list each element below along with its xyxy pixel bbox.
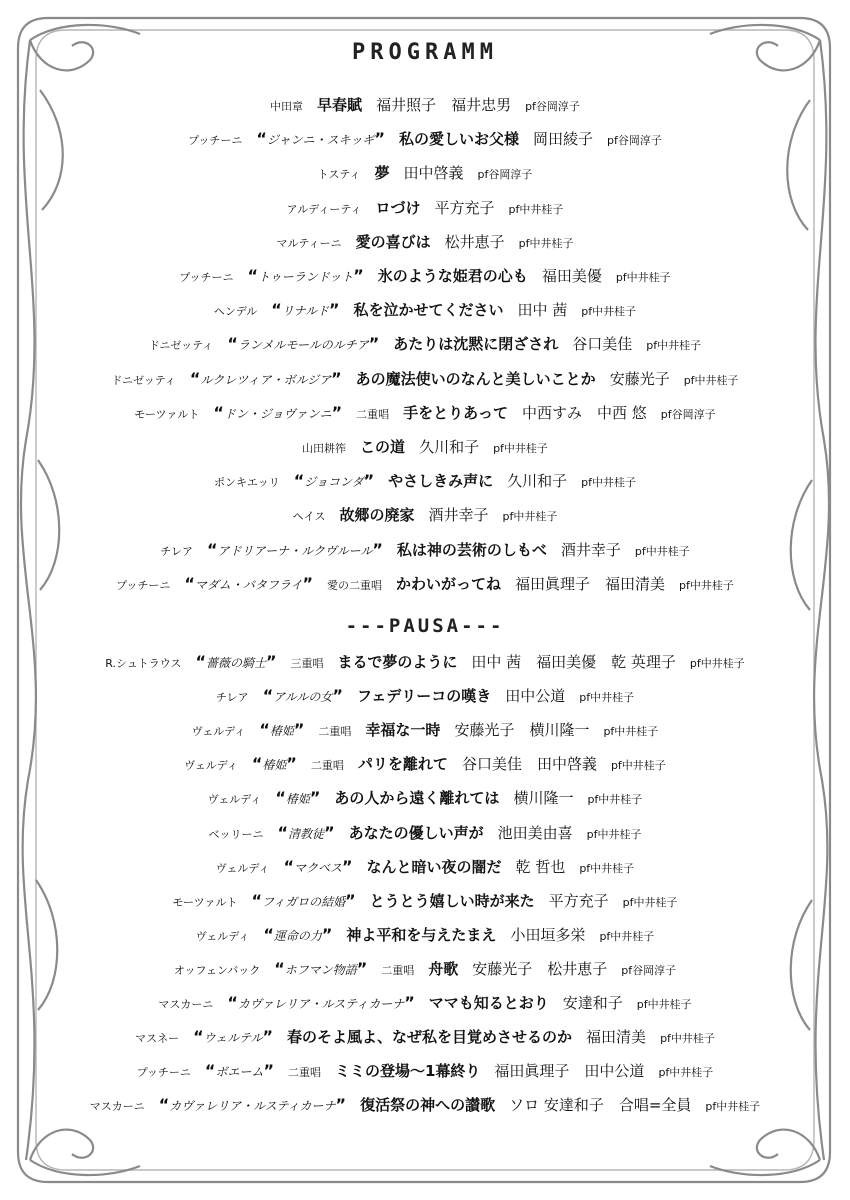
performers: 安藤光子 (609, 369, 670, 388)
performers: ソロ 安達和子 合唱=全員 (509, 1096, 692, 1115)
performers: 中西すみ 中西 悠 (521, 403, 647, 422)
performers: 平方充子 (434, 198, 495, 217)
ensemble-type: 二重唱 (318, 725, 352, 739)
open-quote-mark: “ (293, 471, 305, 491)
open-quote-mark: “ (251, 890, 263, 910)
open-quote-mark: “ (247, 266, 259, 285)
close-quote-mark: ” (342, 856, 353, 876)
open-quote-mark: “ (204, 1061, 216, 1081)
composer-name: ポンキエッリ (214, 476, 280, 490)
performers: 酒井幸子 (428, 506, 489, 525)
composer-name: ヴェルディ (184, 759, 238, 773)
song-title: あなたの優しい声が (348, 823, 484, 842)
program-row (40, 197, 810, 218)
song-title: 手をとりあって (403, 403, 508, 422)
program-row (40, 539, 810, 560)
opera-title (271, 300, 339, 319)
opera-title (263, 686, 343, 705)
close-quote-mark: ” (331, 402, 343, 422)
close-quote-mark: ” (353, 266, 364, 285)
pianist: pf谷岡淳子 (477, 168, 533, 182)
composer-name: ヴェルディ (191, 725, 246, 739)
program-row (40, 128, 810, 149)
program-row (40, 685, 810, 706)
opera-title-text: ウェルテル (203, 1031, 263, 1046)
open-quote-mark: “ (251, 754, 263, 774)
performers: 谷口美佳 田中啓義 (461, 755, 597, 774)
composer-name: ヘイス (292, 510, 326, 524)
open-quote-mark: “ (213, 402, 224, 422)
ensemble-type: 二重唱 (287, 1066, 321, 1080)
close-quote-mark: ” (324, 822, 335, 842)
song-title: やさしきみ声に (388, 472, 494, 491)
performers: 酒井幸子 (560, 540, 621, 559)
song-title: 春のそよ風よ、なぜ私を目覚めさせるのか (287, 1028, 573, 1047)
close-quote-mark: ” (374, 129, 385, 149)
pianist: pf中井桂子 (636, 998, 692, 1011)
performers: 田中 茜 福田美優 乾 英理子 (471, 653, 676, 671)
opera-title-text: 椿姫 (269, 724, 294, 739)
open-quote-mark: “ (207, 539, 218, 559)
program-row (40, 368, 810, 389)
close-quote-mark: ” (321, 924, 333, 944)
open-quote-mark: “ (271, 300, 282, 320)
open-quote-mark: “ (189, 368, 201, 388)
open-quote-mark: “ (275, 788, 286, 808)
opera-title-text: 清教徒 (288, 826, 325, 841)
opera-title (256, 129, 385, 148)
opera-title-text: ランメルモールのルチア (237, 338, 369, 353)
composer-name: モーツァルト (134, 407, 200, 421)
song-title: あの魔法使いのなんと美しいことか (355, 369, 596, 388)
program-row (40, 1094, 810, 1115)
open-quote-mark: “ (277, 822, 289, 842)
pianist: pf中井桂子 (622, 895, 678, 909)
program-row (40, 470, 810, 491)
song-title: 舟歌 (428, 959, 459, 978)
opera-title-text: マダム・バタフライ (194, 577, 303, 592)
pianist: pf中井桂子 (579, 691, 635, 705)
composer-name: 中田章 (270, 100, 304, 113)
opera-title (252, 891, 356, 910)
program-row (40, 573, 810, 594)
composer-name: モーツァルト (172, 895, 238, 909)
open-quote-mark: “ (195, 652, 206, 671)
opera-title (227, 334, 379, 353)
opera-title-text: ボエーム (215, 1065, 264, 1080)
pianist: pf中井桂子 (689, 657, 745, 670)
open-quote-mark: “ (158, 1095, 170, 1115)
song-title: 復活祭の神への讃歌 (360, 1096, 496, 1115)
opera-title (190, 369, 342, 388)
composer-name: ドニゼッティ (111, 373, 176, 387)
performers: 福田眞理子 福田清美 (515, 574, 666, 593)
program-row (40, 924, 810, 945)
ensemble-type: 二重唱 (356, 407, 390, 421)
program-row (40, 1060, 810, 1081)
performers: 福井照子 福井忠男 (376, 96, 512, 114)
pianist: pf中井桂子 (581, 476, 636, 490)
open-quote-mark: “ (274, 958, 285, 978)
opera-title-text: ルクレツィア・ボルジア (200, 372, 332, 387)
performers: 乾 哲也 (515, 857, 566, 876)
opera-title (193, 1027, 273, 1046)
song-title: まるで夢のように (337, 653, 458, 671)
song-title: パリを離れて (357, 755, 448, 774)
program-row (40, 231, 810, 252)
opera-title (213, 403, 342, 422)
composer-name: マスカーニ (89, 1100, 145, 1114)
opera-title (184, 574, 313, 593)
program-row (40, 856, 810, 877)
performers: 安藤光子 横川隆一 (454, 721, 590, 740)
close-quote-mark: ” (262, 1027, 274, 1047)
song-title: あたりは沈黙に閉ざされ (393, 335, 559, 354)
close-quote-mark: ” (265, 652, 277, 671)
close-quote-mark: ” (309, 788, 321, 808)
song-title: 早春賦 (317, 96, 363, 114)
performers: 池田美由喜 (497, 823, 573, 842)
pianist: pf谷岡淳子 (606, 134, 662, 148)
opera-title-text: リナルド (281, 304, 329, 319)
performers: 福田美優 (541, 267, 602, 285)
pianist: pf中井桂子 (502, 510, 558, 524)
composer-name: ベッリーニ (208, 827, 264, 841)
composer-name: ドニゼッティ (148, 339, 214, 353)
pianist: pf谷岡淳子 (621, 963, 677, 977)
close-quote-mark: ” (328, 300, 340, 320)
opera-title-text: 椿姫 (262, 758, 287, 773)
composer-name: 山田耕筰 (302, 442, 347, 455)
opera-title (207, 540, 383, 559)
song-title: 故郷の廃家 (339, 506, 415, 525)
composer-name: ヴェルディ (215, 861, 270, 875)
opera-title-text: ジャンニ・スキッギ (266, 133, 375, 148)
song-title: ミミの登場～1幕終り (334, 1062, 481, 1081)
composer-name: チレア (215, 691, 249, 705)
program-row (40, 753, 810, 774)
pianist: pf中井桂子 (493, 442, 548, 455)
program-row (40, 1026, 810, 1047)
ensemble-type: 二重唱 (381, 963, 415, 977)
song-title: フェデリーコの嘆き (356, 687, 492, 706)
composer-name: アルディーティ (286, 202, 362, 216)
pianist: pf中井桂子 (658, 1066, 714, 1080)
composer-name: マスカーニ (158, 998, 214, 1011)
close-quote-mark: ” (286, 754, 297, 774)
pianist: pf中井桂子 (610, 759, 666, 773)
close-quote-mark: ” (372, 539, 383, 559)
program-row (40, 958, 810, 979)
pianist: pf中井桂子 (634, 544, 690, 558)
opera-title-text: カヴァレリア・ルスティカーナ (237, 997, 405, 1011)
opera-title (294, 471, 374, 490)
opera-title-text: ドン・ジョヴァンニ (223, 406, 332, 421)
open-quote-mark: “ (262, 686, 274, 706)
program-row (40, 890, 810, 911)
close-quote-mark: ” (363, 471, 375, 491)
program-row (40, 299, 810, 320)
composer-name: トスティ (317, 168, 361, 182)
opera-title (275, 788, 320, 807)
composer-name: プッチーニ (116, 578, 171, 592)
pianist: pf中井桂子 (587, 793, 643, 807)
open-quote-mark: “ (263, 924, 274, 944)
open-quote-mark: “ (193, 1027, 204, 1047)
close-quote-mark: ” (335, 1095, 347, 1115)
program-row (40, 265, 810, 286)
opera-title-text: マクベス (294, 860, 343, 875)
pianist: pf中井桂子 (705, 1100, 761, 1114)
composer-name: プッチーニ (188, 134, 243, 148)
performers: 久川和子 (419, 438, 480, 456)
opera-title (278, 823, 335, 842)
pianist: pf中井桂子 (579, 861, 635, 875)
close-quote-mark: ” (302, 573, 314, 593)
pianist: pf中井桂子 (603, 725, 659, 739)
pianist: pf中井桂子 (586, 827, 642, 841)
song-title: 私の愛しいお父様 (398, 130, 519, 149)
song-title: この道 (360, 438, 406, 456)
pianist: pf中井桂子 (581, 305, 637, 319)
program-row (40, 719, 810, 740)
pianist: pf中井桂子 (599, 929, 655, 943)
opera-title (263, 925, 332, 944)
pianist: pf中井桂子 (646, 339, 702, 353)
song-title: 神よ平和を与えたまえ (346, 925, 497, 944)
song-title: 夢 (374, 164, 390, 183)
opera-title-text: カヴァレリア・ルスティカーナ (169, 1099, 336, 1114)
composer-name: マスネー (135, 1032, 180, 1046)
opera-title (283, 857, 352, 876)
song-title: 愛の喜びは (355, 232, 431, 251)
opera-title (248, 266, 364, 285)
composer-name: R.シュトラウス (105, 657, 182, 670)
close-quote-mark: ” (356, 958, 368, 978)
program-row (40, 94, 810, 115)
song-title: かわいがってね (396, 574, 502, 593)
pianist: pf中井桂子 (508, 202, 564, 216)
open-quote-mark: “ (227, 334, 238, 354)
opera-title (195, 652, 276, 671)
opera-title-text: アルルの女 (273, 690, 333, 705)
pianist: pf中井桂子 (518, 236, 574, 250)
performers: 安藤光子 松井恵子 (472, 959, 608, 978)
opera-title-text: トゥーランドット (258, 270, 354, 284)
program-row (40, 787, 810, 808)
composer-name: ヴェルディ (195, 929, 250, 943)
intermission-heading: ---PAUSA--- (345, 615, 505, 637)
opera-title-text: フィガロの結婚 (262, 894, 346, 909)
opera-title (274, 959, 367, 978)
opera-title (205, 1061, 274, 1080)
close-quote-mark: ” (368, 334, 380, 354)
song-title: ロづけ (375, 198, 421, 217)
pianist: pf谷岡淳子 (525, 100, 580, 113)
open-quote-mark: “ (227, 993, 238, 1012)
opera-title (259, 720, 304, 739)
performers: 岡田綾子 (532, 130, 593, 149)
song-title: 幸福な一時 (365, 721, 441, 740)
close-quote-mark: ” (293, 720, 305, 740)
program-row (40, 402, 810, 423)
pianist: pf中井桂子 (679, 578, 734, 592)
performers: 久川和子 (507, 472, 568, 491)
opera-title-text: 薔薇の騎士 (205, 656, 266, 670)
composer-name: プッチーニ (179, 271, 234, 284)
composer-name: ヘンデル (213, 305, 258, 319)
opera-title-text: ホフマン物語 (284, 962, 357, 977)
opera-title (227, 993, 414, 1012)
program-row (40, 333, 810, 354)
performers: 小田垣多栄 (510, 925, 586, 944)
close-quote-mark: ” (263, 1061, 274, 1081)
performers: 松井恵子 (444, 232, 505, 251)
opera-title-text: ジョコンダ (304, 475, 364, 490)
song-title: とうとう嬉しい時が来た (369, 891, 535, 910)
performers: 横川隆一 (513, 789, 574, 808)
opera-title-text: 椿姫 (285, 792, 310, 807)
pianist: pf中井桂子 (660, 1032, 715, 1046)
composer-name: ヴェルディ (207, 793, 262, 807)
ensemble-type: 三重唱 (290, 657, 324, 670)
opera-title (159, 1095, 346, 1114)
open-quote-mark: “ (283, 856, 294, 876)
open-quote-mark: “ (184, 573, 195, 593)
performers: 田中啓義 (403, 164, 464, 183)
close-quote-mark: ” (345, 890, 356, 910)
performers: 福田眞理子 田中公道 (494, 1062, 645, 1081)
ensemble-type: 二重唱 (310, 759, 344, 773)
composer-name: チレア (160, 544, 194, 558)
pianist: pf谷岡淳子 (660, 407, 716, 421)
song-title: 私を泣かせてください (353, 301, 504, 320)
close-quote-mark: ” (404, 993, 415, 1012)
song-title: なんと暗い夜の闇だ (366, 857, 502, 876)
song-title: 氷のような姫君の心も (377, 267, 528, 285)
performers: 福田清美 (586, 1028, 647, 1047)
song-title: 私は神の芸術のしもべ (396, 540, 547, 559)
performers: 安達和子 (562, 994, 623, 1012)
pianist: pf中井桂子 (615, 271, 671, 284)
song-title: ママも知るとおり (428, 994, 549, 1012)
performers: 平方充子 (548, 891, 609, 910)
opera-title-text: 運命の力 (273, 928, 322, 943)
pianist: pf中井桂子 (683, 373, 739, 387)
composer-name: オッフェンバック (173, 963, 261, 977)
page-title: PROGRAMM (352, 40, 498, 65)
close-quote-mark: ” (332, 686, 343, 706)
composer-name: マルティーニ (276, 236, 342, 250)
open-quote-mark: “ (256, 129, 267, 149)
program-row (40, 162, 810, 183)
performers: 谷口美佳 (572, 335, 633, 354)
opera-title-text: アドリアーナ・ルクヴルール (217, 543, 373, 558)
open-quote-mark: “ (259, 720, 270, 740)
program-row (40, 504, 810, 525)
program-row (40, 822, 810, 843)
song-title: あの人から遠く離れては (334, 789, 500, 808)
close-quote-mark: ” (331, 368, 342, 388)
program-row (40, 651, 810, 672)
performers: 田中 茜 (517, 301, 568, 320)
composer-name: プッチーニ (136, 1066, 191, 1080)
program-row (40, 436, 810, 457)
program-row (40, 992, 810, 1013)
opera-title (252, 754, 297, 773)
ensemble-type: 愛の二重唱 (327, 578, 383, 592)
performers: 田中公道 (505, 687, 566, 706)
